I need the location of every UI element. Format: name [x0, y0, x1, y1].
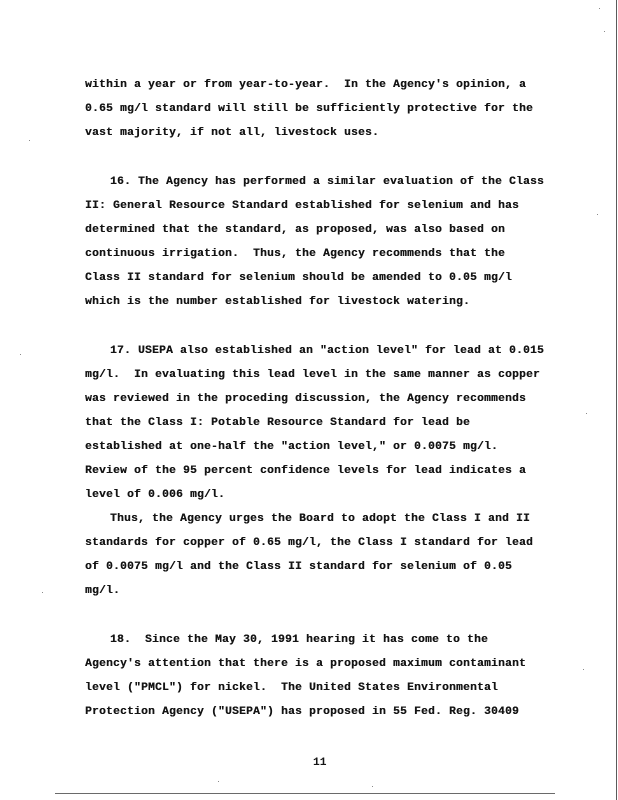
paragraph-18-start: 18. Since the May 30, 1991 hearing it has come to the [110, 634, 488, 646]
text-line: Agency's attention that there is a proposed maximum contaminant [85, 658, 526, 670]
page-right-edge [616, 0, 617, 800]
scan-speck [599, 8, 600, 9]
text-line: which is the number established for livestock watering. [85, 296, 470, 308]
scan-speck [586, 413, 587, 414]
paragraph-17-start: 17. USEPA also established an "action level" for lead at 0.015 [110, 345, 544, 357]
text-line: II: General Resource Standard established for selenium and has [85, 200, 519, 212]
text-line: vast majority, if not all, livestock uses. [85, 127, 379, 139]
text-line: Protection Agency ("USEPA") has proposed in 55 Fed. Reg. 30409 [85, 706, 519, 718]
page-bottom-edge [55, 793, 555, 794]
scan-speck [583, 669, 584, 670]
scan-speck [42, 592, 43, 593]
scan-speck [218, 781, 219, 782]
scan-speck [20, 354, 21, 355]
page-number: 11 [313, 757, 327, 769]
text-line: Class II standard for selenium should be amended to 0.05 mg/l [85, 272, 512, 284]
text-line: Review of the 95 percent confidence levels for lead indicates a [85, 465, 526, 477]
scan-speck [29, 140, 30, 141]
text-line: determined that the standard, as proposed, was also based on [85, 224, 505, 236]
text-line: that the Class I: Potable Resource Standard for lead be [85, 417, 470, 429]
scan-speck [604, 31, 605, 32]
text-line: established at one-half the "action level," or 0.0075 mg/l. [85, 441, 498, 453]
text-line: mg/l. In evaluating this lead level in the same manner as copper [85, 369, 540, 381]
text-line: within a year or from year-to-year. In the Agency's opinion, a [85, 79, 526, 91]
text-line: of 0.0075 mg/l and the Class II standard for selenium of 0.05 [85, 561, 512, 573]
text-line: level of 0.006 mg/l. [85, 489, 225, 501]
text-line: standards for copper of 0.65 mg/l, the Class I standard for lead [85, 537, 533, 549]
text-line: level ("PMCL") for nickel. The United States Environmental [85, 682, 498, 694]
text-line: mg/l. [85, 585, 120, 597]
text-line: 0.65 mg/l standard will still be sufficiently protective for the [85, 103, 533, 115]
scan-speck [372, 786, 373, 787]
text-line: was reviewed in the proceding discussion, the Agency recommends [85, 393, 526, 405]
text-line: continuous irrigation. Thus, the Agency recommends that the [85, 248, 505, 260]
scan-speck [597, 214, 598, 215]
paragraph-16-start: 16. The Agency has performed a similar evaluation of the Class [110, 176, 544, 188]
text-line: Thus, the Agency urges the Board to adopt the Class I and II [110, 513, 530, 525]
